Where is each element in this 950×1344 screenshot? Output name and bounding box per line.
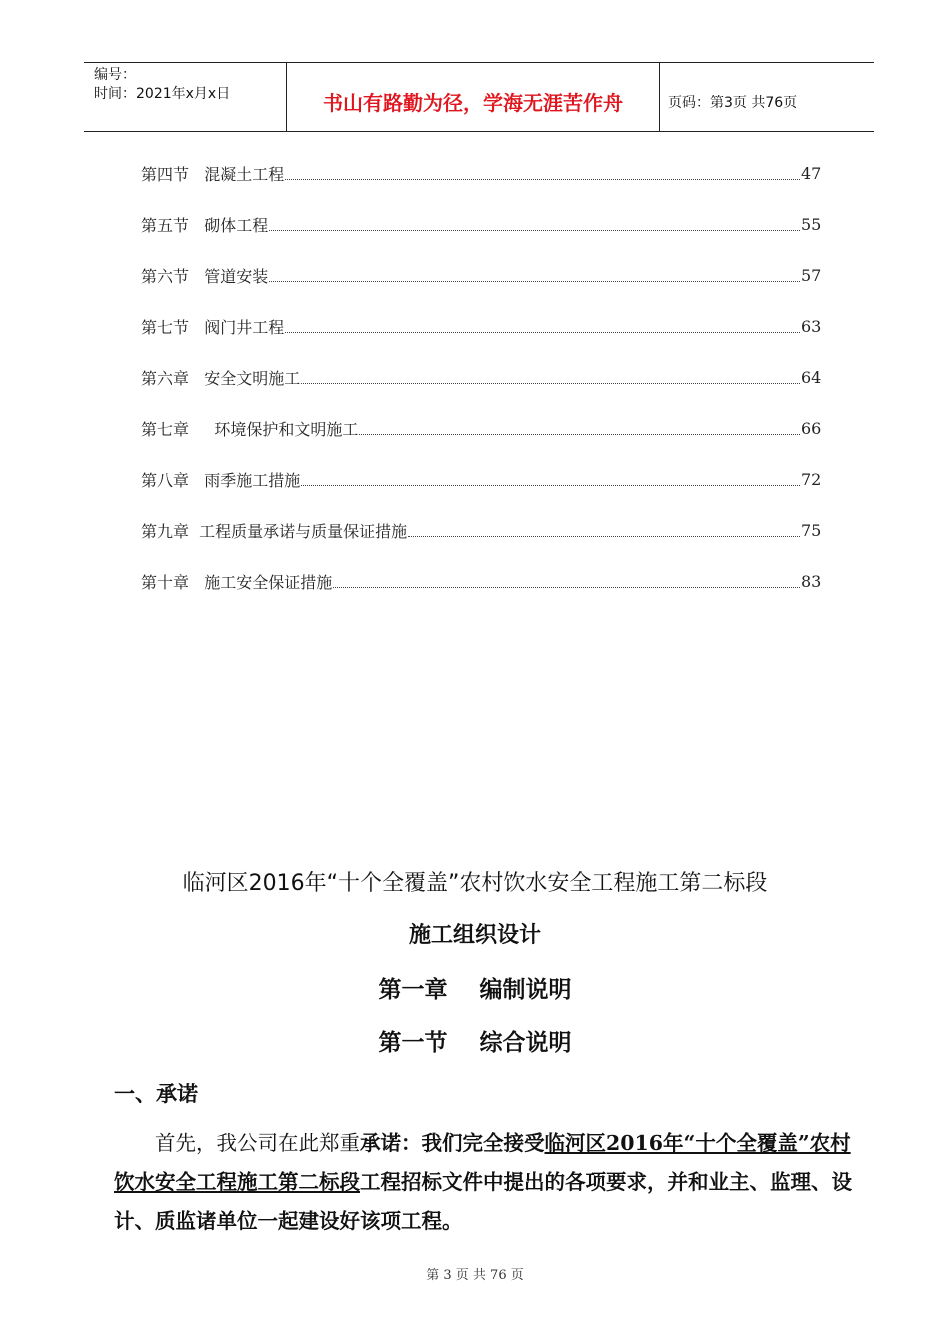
toc-entry[interactable] — [141, 199, 822, 250]
toc-entry[interactable] — [141, 403, 822, 454]
toc-entry-page: 75 — [801, 521, 822, 540]
toc-entry-label: 第七节 阀门井工程 — [141, 318, 285, 337]
toc-entry-page: 55 — [801, 215, 822, 234]
table-of-contents — [141, 148, 822, 607]
toc-entry-page: 72 — [801, 470, 822, 489]
toc-entry[interactable] — [141, 148, 822, 199]
toc-leader — [333, 575, 800, 588]
para-project-name: 临河区2016年“十个全覆盖”农村饮水安全工程施工第二标段 — [114, 1131, 851, 1194]
toc-leader — [269, 218, 800, 231]
header-motto: 书山有路勤为径，学海无涯苦作舟 — [323, 90, 623, 115]
toc-leader — [301, 371, 800, 384]
toc-entry-label: 第八章 雨季施工措施 — [141, 471, 301, 490]
header-time: 时间：2021年x月x日 — [94, 86, 231, 102]
page-footer: 第 3 页 共 76 页 — [426, 1268, 524, 1283]
toc-entry-label: 第六节 管道安装 — [141, 267, 269, 286]
header-motto-cell — [286, 63, 660, 131]
toc-entry-label: 第七章 环境保护和文明施工 — [141, 420, 359, 439]
toc-entry-label: 第九章 工程质量承诺与质量保证措施 — [141, 522, 408, 541]
toc-entry[interactable] — [141, 505, 822, 556]
chapter-heading: 第一章 编制说明 — [378, 976, 572, 1003]
header-page-info: 页码：第3页 共76页 — [668, 95, 798, 111]
para-commitment: 承诺：我们完全接受 — [360, 1131, 545, 1155]
toc-entry[interactable] — [141, 352, 822, 403]
toc-entry[interactable] — [141, 454, 822, 505]
section-heading: 第一节 综合说明 — [378, 1029, 572, 1056]
toc-leader — [269, 269, 800, 282]
toc-entry[interactable] — [141, 556, 822, 607]
para-rest: 工程招标文件中提出的各项要求，并和业主、监理、设计、质监诸单位一起建设好该项工程。 — [114, 1170, 852, 1233]
toc-entry-label: 第十章 施工安全保证措施 — [141, 573, 333, 592]
commitment-paragraph — [114, 1124, 854, 1241]
toc-entry-page: 66 — [801, 419, 822, 438]
page-header — [84, 62, 874, 132]
document-subtitle: 施工组织设计 — [408, 923, 541, 948]
toc-entry-label: 第六章 安全文明施工 — [141, 369, 301, 388]
toc-leader — [359, 422, 800, 435]
toc-entry-page: 83 — [801, 572, 822, 591]
toc-entry-page: 64 — [801, 368, 822, 387]
toc-entry-label: 第五节 砌体工程 — [141, 216, 269, 235]
toc-entry-page: 57 — [801, 266, 822, 285]
toc-entry[interactable] — [141, 250, 822, 301]
toc-entry-page: 63 — [801, 317, 822, 336]
toc-leader — [285, 167, 800, 180]
header-page-cell — [660, 63, 874, 131]
toc-leader — [285, 320, 800, 333]
toc-entry-page: 47 — [801, 164, 822, 183]
toc-entry[interactable] — [141, 301, 822, 352]
toc-entry-label: 第四节 混凝土工程 — [141, 165, 285, 184]
header-meta — [84, 63, 286, 131]
header-number: 编号： — [94, 67, 136, 83]
toc-leader — [301, 473, 800, 486]
toc-leader — [408, 524, 800, 537]
document-title: 临河区2016年“十个全覆盖”农村饮水安全工程施工第二标段 — [182, 871, 768, 896]
subheading: 一、承诺 — [114, 1081, 198, 1106]
para-intro: 首先，我公司在此郑重 — [155, 1131, 360, 1155]
